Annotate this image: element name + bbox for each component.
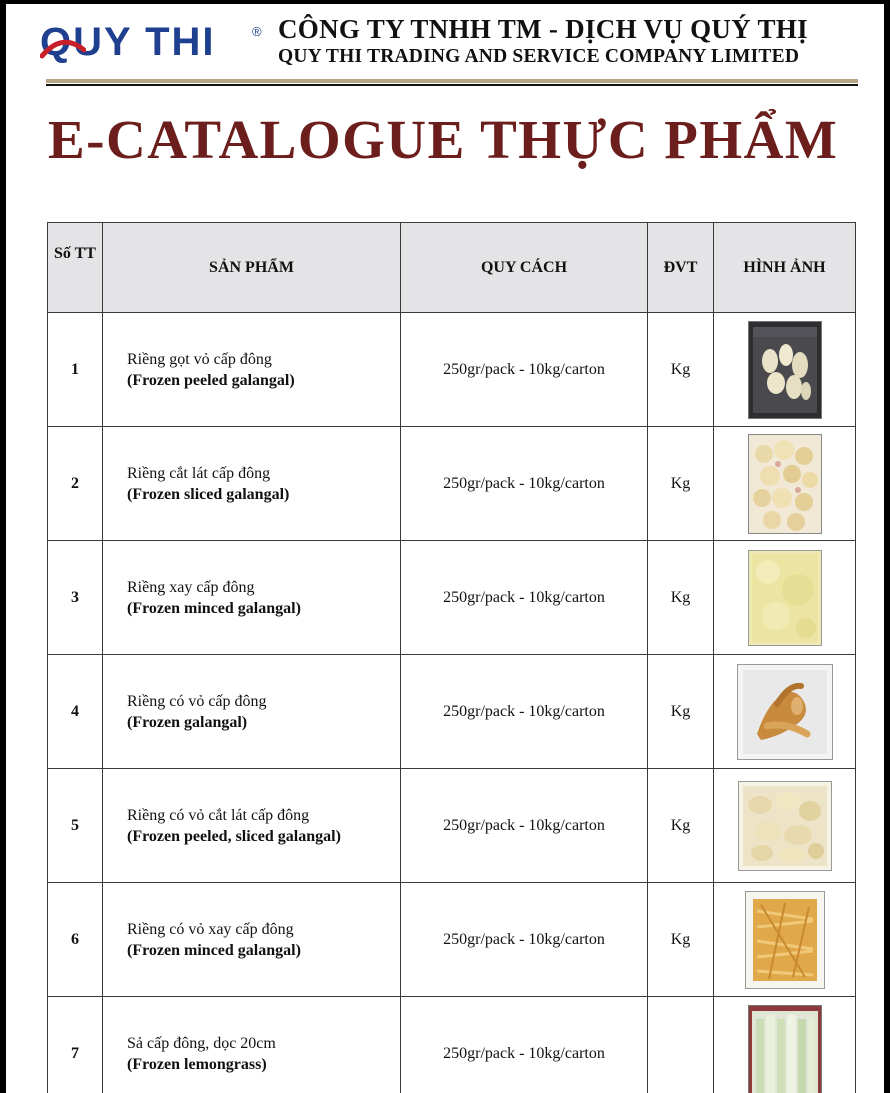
spec-cell: 250gr/pack - 10kg/carton [401,655,648,769]
product-name-en: (Frozen sliced galangal) [127,485,290,503]
product-name-en: (Frozen peeled galangal) [127,371,295,389]
product-name-en: (Frozen peeled, sliced galangal) [127,827,341,845]
logo-roof-icon [40,30,86,60]
product-cell [103,655,401,769]
header-image: HÌNH ẢNH [714,223,856,313]
header-unit: ĐVT [648,223,714,313]
product-cell [103,997,401,1093]
product-cell [103,313,401,427]
unit-cell: Kg [648,655,714,769]
spec-cell: 250gr/pack - 10kg/carton [401,427,648,541]
whole-galangal-pack-photo [737,664,833,760]
page-title: E-CATALOGUE THỰC PHẨM [48,109,839,170]
row-number: 4 [48,655,103,769]
table-row [48,997,856,1093]
image-cell [714,541,856,655]
company-name-en: QUY THI TRADING AND SERVICE COMPANY LIMITED [278,46,800,67]
product-cell [103,769,401,883]
image-cell [714,313,856,427]
unit-cell: Kg [648,769,714,883]
image-cell [714,883,856,997]
header-rule-gold [46,79,858,83]
company-logo [40,18,272,68]
table-row [48,313,856,427]
product-table [47,222,856,1093]
peeled-galangal-pack-photo [748,321,822,419]
row-number: 1 [48,313,103,427]
spec-cell: 250gr/pack - 10kg/carton [401,541,648,655]
minced-galangal-pack-photo [748,550,822,646]
spec-cell: 250gr/pack - 10kg/carton [401,313,648,427]
row-number: 3 [48,541,103,655]
row-number: 5 [48,769,103,883]
table-row [48,427,856,541]
spec-cell: 250gr/pack - 10kg/carton [401,997,648,1093]
row-number: 2 [48,427,103,541]
product-name-en: (Frozen minced galangal) [127,599,301,617]
product-cell [103,427,401,541]
row-number: 6 [48,883,103,997]
image-cell [714,769,856,883]
unit-cell: Kg [648,883,714,997]
table-row [48,655,856,769]
product-cell [103,883,401,997]
registered-mark: ® [252,24,262,39]
image-cell [714,997,856,1093]
unit-cell: Kg [648,313,714,427]
product-name-en: (Frozen lemongrass) [127,1055,267,1073]
catalogue-page [6,4,884,1093]
header-no: Số TT [48,223,103,313]
table-row [48,541,856,655]
table-row [48,769,856,883]
row-number: 7 [48,997,103,1093]
product-name-en: (Frozen minced galangal) [127,941,301,959]
product-name-vn: Riềng có vỏ cấp đông [127,692,267,710]
product-name-vn: Riềng xay cấp đông [127,578,255,596]
unit-cell: Kg [648,427,714,541]
logo-text: QUY THI [40,20,216,64]
lemongrass-pack-photo [748,1005,822,1093]
spec-cell: 250gr/pack - 10kg/carton [401,883,648,997]
image-cell [714,655,856,769]
product-name-en: (Frozen galangal) [127,713,248,731]
header-rule-dark [46,84,858,86]
product-name-vn: Riềng có vỏ xay cấp đông [127,920,294,938]
peeled-sliced-galangal-pack-photo [738,781,832,871]
product-name-vn: Riềng gọt vỏ cấp đông [127,350,272,368]
image-cell [714,427,856,541]
product-name-vn: Riềng cắt lát cấp đông [127,464,271,482]
company-name-vn: CÔNG TY TNHH TM - DỊCH VỤ QUÝ THỊ [278,14,808,44]
product-cell [103,541,401,655]
header-spec: QUY CÁCH [401,223,648,313]
table-row [48,883,856,997]
sliced-galangal-pack-photo [748,434,822,534]
product-name-vn: Sả cấp đông, dọc 20cm [127,1034,276,1052]
unit-cell [648,997,714,1093]
unit-cell: Kg [648,541,714,655]
table-header-row [48,223,856,313]
product-name-vn: Riềng có vỏ cắt lát cấp đông [127,806,310,824]
minced-galangal-bag-photo [745,891,825,989]
header-product: SẢN PHẨM [103,223,401,313]
spec-cell: 250gr/pack - 10kg/carton [401,769,648,883]
